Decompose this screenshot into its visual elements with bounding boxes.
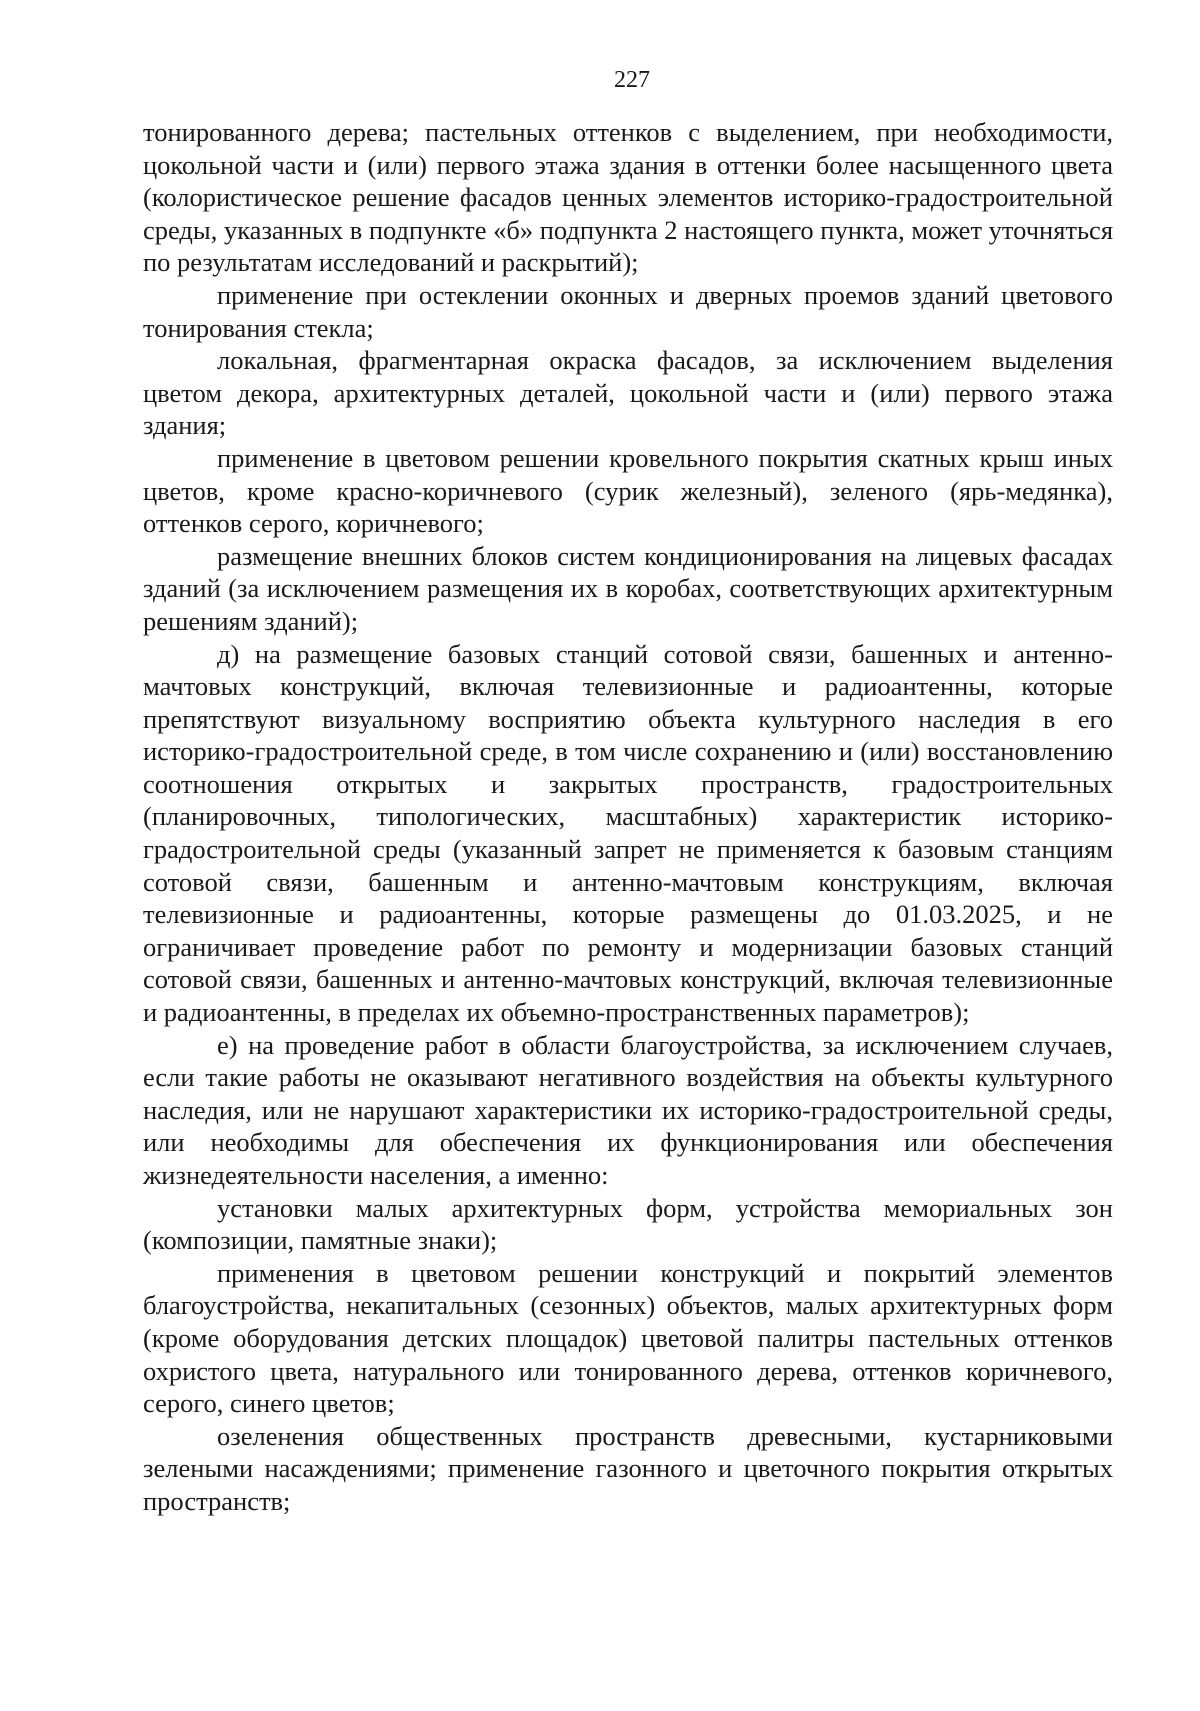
- paragraph-continuation: тонированного дерева; пастельных оттенков с выделением, при необходимости, цокольной части и (или) первого этажа здания в оттенки более насыщенного цвета (колористическое решение фасадов ценных элементов историко-градостроительной среды, указанных в подпункте «б» подпункта 2 настоящего пункта, может уточняться по результатам исследований и раскрытий);: [143, 117, 1114, 278]
- page-number: 227: [614, 67, 650, 93]
- paragraph-small-forms: установки малых архитектурных форм, устройства мемориальных зон (композиции, памятные знаки);: [143, 1192, 1113, 1256]
- paragraph-roof-colors: применение в цветовом решении кровельного покрытия скатных крыш иных цветов, кроме красно-коричневого (сурик железный), зеленого (ярь-медянка), оттенков серого, коричневого;: [143, 442, 1113, 539]
- paragraph-greening: озеленения общественных пространств древесными, кустарниковыми зелеными насаждениями; применение газонного и цветочного покрытия открытых пространств;: [143, 1420, 1113, 1516]
- paragraph-ac-units: размещение внешних блоков систем кондиционирования на лицевых фасадах зданий (за исключением размещения их в коробах, соответствующих архитектурным решениям зданий);: [143, 540, 1113, 636]
- paragraph-color-palette: применения в цветовом решении конструкций и покрытий элементов благоустройства, некапитальных (сезонных) объектов, малых архитектурных форм (кроме оборудования детских площадок) цветовой палитры пастельных оттенков охристого цвета, натурального или тонированного дерева, оттенков коричневого, серого, синего цветов;: [143, 1257, 1113, 1419]
- paragraph-item-d: д) на размещение базовых станций сотовой связи, башенных и антенно-мачтовых конструкций, включая телевизионные и радиоантенны, которые препятствуют визуальному восприятию объекта культурного наследия в его историко-градостроительной среде, в том числе сохранению и (или) восстановлению соотношения открытых и закрытых пространств, градостроительных (планировочных, типологических, масштабных) характеристик историко-градостроительной среды (указанный запрет не применяется к базовым станциям сотовой связи, башенным и антенно-мачтовым конструкциям, включая телевизионные и радиоантенны, которые размещены до 01.03.2025, и не ограничивает проведение работ по ремонту и модернизации базовых станций сотовой связи, башенных и антенно-мачтовых конструкций, включая телевизионные и радиоантенны, в пределах их объемно-пространственных параметров);: [143, 638, 1113, 1028]
- document-body: [143, 116, 1113, 1518]
- paragraph-glazing-tint: применение при остеклении оконных и дверных проемов зданий цветового тонирования стекла;: [143, 279, 1113, 343]
- paragraph-local-painting: локальная, фрагментарная окраска фасадов, за исключением выделения цветом декора, архитектурных деталей, цокольной части и (или) первого этажа здания;: [143, 345, 1113, 441]
- paragraph-item-e: е) на проведение работ в области благоустройства, за исключением случаев, если такие работы не оказывают негативного воздействия на объекты культурного наследия, или не нарушают характеристики их историко-градостроительной среды, или необходимы для обеспечения их функционирования или обеспечения жизнедеятельности населения, а именно:: [143, 1029, 1113, 1190]
